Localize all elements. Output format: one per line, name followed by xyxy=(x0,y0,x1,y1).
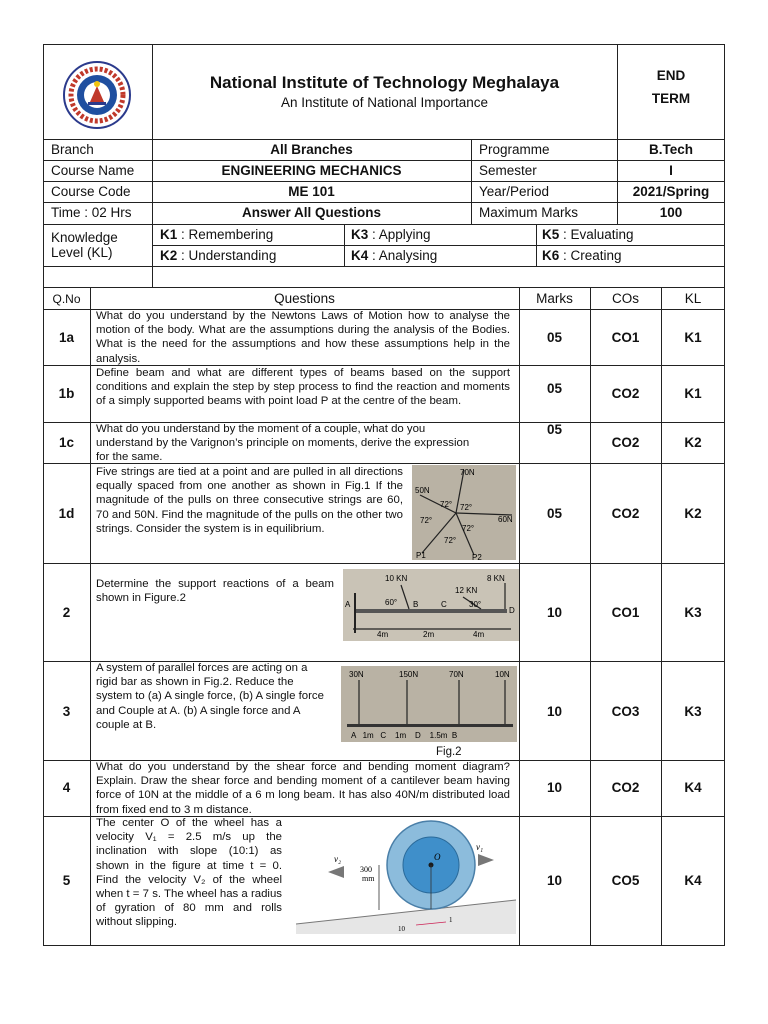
question-co: CO2 xyxy=(611,506,640,521)
semester-value: I xyxy=(669,163,673,178)
question-number: 1c xyxy=(58,435,75,450)
course-name-label: Course Name xyxy=(51,163,135,178)
question-text: What do you understand by the Newtons Laws of Motion how to analyse the motion of the body. What are the assumptions during the analysis of the Bodies. What is the need for the assumptions and how these assumptions help in the analysis. xyxy=(96,310,510,365)
row-line xyxy=(43,160,725,161)
figure-five-strings xyxy=(412,465,516,560)
year-label: Year/Period xyxy=(479,184,550,199)
figure-beam-support xyxy=(343,569,519,641)
question-marks: 05 xyxy=(546,381,563,396)
institute-name: National Institute of Technology Meghalaya xyxy=(209,73,560,92)
knowledge-level-k2: K2 : Understanding xyxy=(160,248,277,263)
question-number: 2 xyxy=(62,605,71,620)
fig3-force3: 70N xyxy=(449,670,464,679)
programme-label: Programme xyxy=(479,142,550,157)
figure-caption: Fig.2 xyxy=(436,746,462,758)
col-line xyxy=(344,224,345,266)
knowledge-level-k1: K1 : Remembering xyxy=(160,227,274,242)
question-text: The center O of the wheel has a velocity V₁ = 2.5 m/s up the inclination with slope (10:1) as shown in the figure at time t = 0. Find the velocity V₂ of the wheel when t = 7 s. The wheel has a radius of gyration of 80 mm and rolls without slipping. xyxy=(96,817,282,929)
question-kl: K2 xyxy=(684,506,702,521)
question-text: Five strings are tied at a point and are pulled in all directions equally spaced from one another as shown in Fig.1 If the magnitude of the pulls on three consecutive strings are 60, 70 and 50N. Find the magnitude of the pulls on the other two strings. Consider the system is in equilibrium. xyxy=(96,466,403,535)
header-questions: Questions xyxy=(274,291,335,306)
semester-label: Semester xyxy=(479,163,537,178)
fig5-v1: v₁ xyxy=(476,842,484,852)
fig5-dim-value: 300 xyxy=(360,865,372,874)
question-number: 1a xyxy=(58,330,75,345)
question-marks: 10 xyxy=(546,704,563,719)
fig2-dim1: 4m xyxy=(377,630,389,639)
fig5-v2: v₂ xyxy=(334,854,342,864)
col-line xyxy=(90,287,91,946)
question-co: CO5 xyxy=(611,873,640,888)
fig3-ruler: A 1m C 1m D 1.5m B xyxy=(351,731,458,740)
fig2-point-c: C xyxy=(441,600,447,609)
instruction: Answer All Questions xyxy=(241,205,382,220)
knowledge-level-k6: K6 : Creating xyxy=(542,248,622,263)
max-marks-value: 100 xyxy=(659,205,683,220)
row-line xyxy=(43,224,725,225)
institute-tagline: An Institute of National Importance xyxy=(280,95,489,110)
fig2-dim2: 2m xyxy=(423,630,435,639)
question-kl: K4 xyxy=(684,780,702,795)
question-kl: K1 xyxy=(684,386,702,401)
question-kl: K1 xyxy=(684,330,702,345)
question-kl: K2 xyxy=(684,435,702,450)
fig2-angle2: 30° xyxy=(469,600,482,609)
row-line xyxy=(43,202,725,203)
course-code-label: Course Code xyxy=(51,184,131,199)
knowledge-label-line1: Knowledge xyxy=(51,230,118,245)
year-value: 2021/Spring xyxy=(632,184,710,199)
row-line xyxy=(43,563,725,564)
question-co: CO1 xyxy=(611,605,640,620)
fig1-label-p1: P1 xyxy=(416,551,426,560)
fig5-center: O xyxy=(434,852,441,862)
question-co: CO2 xyxy=(611,780,640,795)
header-bottom-line xyxy=(43,139,725,140)
fig1-angle: 72° xyxy=(462,524,475,533)
question-text: A system of parallel forces are acting on a rigid bar as shown in Fig.2. Reduce the system to (a) A single force, (b) A single force and Couple at A. (b) A single force and A couple at B. xyxy=(96,662,324,731)
programme-value: B.Tech xyxy=(648,142,693,157)
branch-label: Branch xyxy=(51,142,94,157)
question-number: 1d xyxy=(58,506,75,521)
fig2-point-d: D xyxy=(509,606,515,615)
question-kl: K3 xyxy=(684,605,702,620)
question-marks: 05 xyxy=(546,422,563,437)
question-co: CO2 xyxy=(611,386,640,401)
knowledge-level-k5: K5 : Evaluating xyxy=(542,227,634,242)
header-kl: KL xyxy=(684,291,702,306)
col-line xyxy=(536,224,537,266)
header-cos: COs xyxy=(612,291,639,306)
institute-logo xyxy=(62,60,132,130)
exam-type-line2: TERM xyxy=(651,91,691,106)
question-co: CO1 xyxy=(611,330,640,345)
fig2-load3: 12 KN xyxy=(455,586,478,595)
branch-value: All Branches xyxy=(270,142,353,157)
row-line xyxy=(43,287,725,288)
col-line xyxy=(471,139,472,224)
figure-rolling-wheel xyxy=(296,820,516,934)
fig1-label-p2: P2 xyxy=(472,553,482,560)
question-number: 5 xyxy=(62,873,71,888)
fig1-angle: 72° xyxy=(444,536,457,545)
fig1-angle: 72° xyxy=(440,500,453,509)
fig2-load2: 8 KN xyxy=(487,574,505,583)
fig5-dim-unit: mm xyxy=(362,874,375,883)
fig2-point-b: B xyxy=(413,600,419,609)
fig1-label-left: 50N xyxy=(415,486,430,495)
question-kl: K3 xyxy=(684,704,702,719)
fig1-angle: 72° xyxy=(420,516,433,525)
knowledge-label-line2: Level (KL) xyxy=(51,245,113,260)
question-co: CO3 xyxy=(611,704,640,719)
fig1-angle: 72° xyxy=(460,503,473,512)
question-text: Define beam and what are different types of beams based on the support conditions and explain the step by step process to find the reaction and moments of a simply supported beams with point load P at the centre of the beam. xyxy=(96,367,510,408)
question-marks: 05 xyxy=(546,506,563,521)
question-marks: 10 xyxy=(546,780,563,795)
fig2-angle1: 60° xyxy=(385,598,398,607)
fig2-point-a: A xyxy=(345,600,351,609)
knowledge-level-k3: K3 : Applying xyxy=(351,227,431,242)
question-marks: 10 xyxy=(546,605,563,620)
fig2-load1: 10 KN xyxy=(385,574,408,583)
question-text: What do you understand by the moment of a couple, what do you understand by the Varignon’s principle on moments, derive the expression for the same. xyxy=(96,423,470,464)
knowledge-level-k4: K4 : Analysing xyxy=(351,248,438,263)
question-kl: K4 xyxy=(684,873,702,888)
figure-parallel-forces xyxy=(341,666,517,742)
fig3-force4: 10N xyxy=(495,670,510,679)
exam-type-line1: END xyxy=(656,68,686,83)
row-line xyxy=(152,245,725,246)
question-number: 3 xyxy=(62,704,71,719)
time-label: Time : 02 Hrs xyxy=(51,205,132,220)
question-text: Determine the support reactions of a beam shown in Figure.2 xyxy=(96,578,334,605)
question-text: What do you understand by the shear force and bending moment diagram? Explain. Draw the shear force and bending moment of a cantilever beam having force of 10N at the middle of a 6 m long beam. It has also 40N/m distributed load from fixed end to 3 m distance. xyxy=(96,761,510,816)
fig3-force1: 30N xyxy=(349,670,364,679)
question-co: CO2 xyxy=(611,435,640,450)
header-marks: Marks xyxy=(536,291,573,306)
question-marks: 05 xyxy=(546,330,563,345)
fig1-label-top: 70N xyxy=(460,468,475,477)
question-marks: 10 xyxy=(546,873,563,888)
fig5-slope-run: 10 xyxy=(398,925,405,933)
question-number: 4 xyxy=(62,780,71,795)
course-name-value: ENGINEERING MECHANICS xyxy=(221,163,402,178)
fig3-force2: 150N xyxy=(399,670,419,679)
fig1-label-right: 60N xyxy=(498,515,513,524)
max-marks-label: Maximum Marks xyxy=(479,205,579,220)
fig2-dim3: 4m xyxy=(473,630,485,639)
row-line xyxy=(43,181,725,182)
question-number: 1b xyxy=(58,386,75,401)
fig5-slope-rise: 1 xyxy=(449,916,453,924)
header-qno: Q.No xyxy=(52,292,81,306)
row-line xyxy=(43,266,725,267)
course-code-value: ME 101 xyxy=(288,184,335,199)
